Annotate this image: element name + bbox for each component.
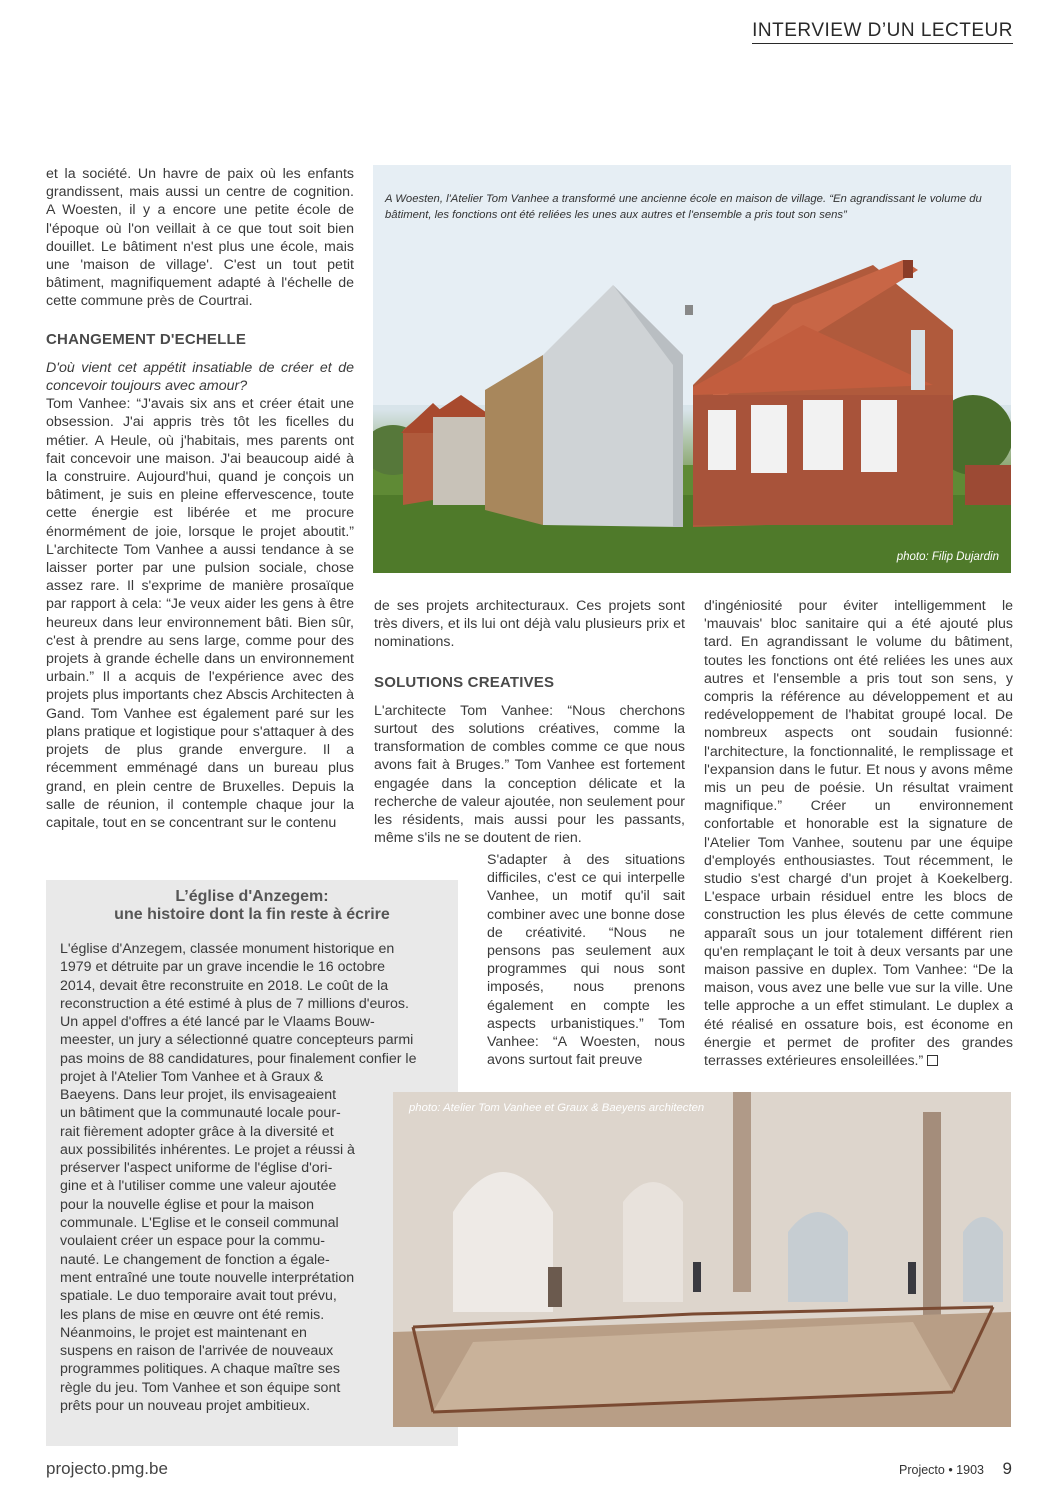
box-line: gine et à l'utiliser comme une valeur ajoutée [60, 1178, 337, 1195]
box-line: programmes politiques. A chaque maître ses [60, 1361, 340, 1378]
box-line: L'église d'Anzegem, classée monument historique en [60, 941, 395, 957]
box-line: pour la nouvelle église et pour la maison [60, 1196, 314, 1213]
box-text-narrow [60, 1086, 390, 1415]
building-illustration [373, 165, 1011, 573]
end-of-article-icon [927, 1055, 938, 1066]
box-line: 2014, devait être reconstruite en 2018. Le coût de la [60, 977, 389, 994]
col2-body-wide: L'architecte Tom Vanhee: “Nous cherchons surtout des solutions créatives, comme la transformation de combles comme ce que nous avons fait à Bruges.” Tom Vanhee est fortement engagée dans la conception délicate et la recherche de valeur ajoutée, non seulement pour les résidents, mais aussi pour les passants, même s'ils ne se doutent de rien. [374, 702, 685, 847]
photo-church-interior [393, 1092, 1011, 1427]
box-line: 1979 et détruite par un grave incendie le 16 octobre [60, 959, 385, 976]
col1-body: Tom Vanhee: “J'avais six ans et créer était une obsession. J'ai appris très tôt les ficelles du métier. A Heule, où j'habitais, mes parents ont fait concevoir une maison. J'ai beaucoup aidé à la construire. Aujourd'hui, quand je conçois un bâtiment, je suis en pleine effervescence, toute cette énergie est libérée et me procure énormément de joie, lorsque le projet aboutit.” L'architecte Tom Vanhee a aussi tendance à se laisser porter par une pulsion sociale, chose assez rare. Il s'exprime de manière prosaïque par rapport à cela: “Je veux aider les gens à être heureux dans leur environnement bâti. Bien sûr, c'est à prendre au sens large, comme pour des projets à grande échelle dans un environnement urbain.” Il a acquis de l'expérience avec des projets plus importants chez Abscis Architecten à Gand. Tom Vanhee est également paré sur les plans pratique et logistique pour s'attaquer à des projets de plus grande envergure. Il a récemment emménagé dans un bureau plus grand, en plein centre de Bruxelles. Depuis la salle de réunion, il contemple chaque jour la capitale, tout en se concentrant sur le contenu [46, 396, 354, 831]
column-2 [374, 597, 685, 847]
interview-question: D'où vient cet appétit insatiable de créer et de concevoir toujours avec amour? [46, 359, 354, 395]
box-line: les plans de mise en œuvre ont été remis. [60, 1306, 325, 1323]
box-line: projet à l'Atelier Tom Vanhee et à Graux & [60, 1069, 324, 1086]
box-line: spatiale. Le duo temporaire avait tout prévu, [60, 1288, 337, 1305]
col1-intro: et la société. Un havre de paix où les enfants grandissent, mais aussi un centre de cognition. A Woesten, il y a encore une petite école de l'époque où l'on veillait à ce que tout soit bien douillet. Le bâtiment n'est plus une école, mais une 'maison de village'. C'est un tout petit bâtiment, magnifiquement adapté à l'échelle de cette commune près de Courtrai. [46, 166, 354, 310]
box-line: ment entraîné une toute nouvelle interprétation [60, 1269, 355, 1286]
column-3 [704, 597, 1013, 1070]
box-title-line2: une histoire dont la fin reste à écrire [114, 906, 390, 923]
column-1 [46, 165, 354, 832]
col2-intro: de ses projets architecturaux. Ces projets sont très divers, et ils lui ont déjà valu plusieurs prix et nominations. [374, 598, 685, 651]
box-line: Baeyens. Dans leur projet, ils envisageaient [60, 1087, 337, 1103]
box-line: rait fièrement adopter grâce à la diversité et [60, 1123, 334, 1140]
box-line: Néanmoins, le projet est maintenant en [60, 1324, 307, 1341]
section-header: INTERVIEW D’UN LECTEUR [752, 20, 1013, 44]
box-line: règle du jeu. Tom Vanhee et son équipe sont [60, 1379, 341, 1396]
box-title [46, 888, 458, 924]
heading-changement-echelle: CHANGEMENT D'ECHELLE [46, 330, 247, 348]
box-line: un bâtiment que la communauté locale pour- [60, 1105, 341, 1122]
box-line: Un appel d'offres a été lancé par le Vlaams Bouw- [60, 1014, 375, 1031]
box-line: suspens en raison de l'arrivée de nouveaux [60, 1343, 334, 1360]
box-line: pas moins de 88 candidatures, pour finalement confier le [60, 1050, 417, 1067]
box-title-line1: L’église d'Anzegem: [175, 888, 329, 905]
page-number: 9 [1002, 1459, 1012, 1478]
church-illustration [393, 1092, 1011, 1427]
box-line: préserver l'aspect uniforme de l'église d'ori- [60, 1160, 333, 1177]
box-line: nauté. Le changement de fonction a égale- [60, 1251, 330, 1268]
box-line: communale. L'Eglise et le conseil communal [60, 1215, 339, 1232]
col2-body-narrow: S'adapter à des situations difficiles, c'est ce qui interpelle Vanhee, un motif qu'il sait combiner avec une bonne dose de créativité. “Nous ne pensons pas seulement aux programmes qui nous sont imposés, nous prenons également en compte les aspects urbanistiques.” Tom Vanhee: “A Woesten, nous avons surtout fait preuve [487, 852, 685, 1069]
box-line: reconstruction a été estimé à plus de 7 millions d'euros. [60, 995, 409, 1012]
footer-magazine-issue: Projecto • 1903 [899, 1463, 984, 1477]
photo1-credit: photo: Filip Dujardin [896, 551, 999, 563]
column-2-narrow [487, 851, 685, 1069]
box-line: meester, un jury a sélectionné quatre concepteurs parmi [60, 1032, 414, 1049]
col3-body: d'ingéniosité pour éviter intelligemment le 'mauvais' bloc sanitaire qui a été ajouté plus tard. En agrandissant le volume du bâtiment, toutes les fonctions ont été reliées les unes aux autres et l'ensemble a pris tout son sens, y compris la référence au développement et au redéveloppement de l'habitat groupé local. De nombreux aspects ont soudain fusionné: l'architecture, la fonctionnalité, le remplissage et l'expansion dans le futur. Et nous y avons même mis un peu de poésie. Un résultat vraiment magnifique.” Créer un environnement confortable et honorable est la signature de l'Atelier Tom Vanhee, soutenu par une équipe d'employés enthousiastes. Tout récemment, le studio s'est chargé d'un projet à Koekelberg. L'espace urbain résiduel entre les blocs de construction les plus élevés de cette commune apparaît sous un jour totalement différent rien qu'en remplaçant le toit à deux versants par une maison passive en duplex. Tom Vanhee: “De la maison, vous avez une belle vue sur la ville. Une telle approche a un effet stimulant. Le duplex a été réalisé en ossature bois, est économe en énergie et permet de profiter des grandes terrasses extérieures ensoleillées.” [704, 598, 1013, 1070]
footer-website[interactable]: projecto.pmg.be [46, 1459, 168, 1478]
box-line: aux possibilités inhérentes. Le projet a réussi à [60, 1141, 355, 1158]
photo2-credit: photo: Atelier Tom Vanhee et Graux & Baeyens architecten [409, 1102, 705, 1114]
heading-solutions-creatives: SOLUTIONS CREATIVES [374, 673, 555, 691]
box-line: voulaient créer un espace pour la commu- [60, 1233, 325, 1250]
box-text-wide [60, 940, 452, 1086]
box-line: prêts pour un nouveau projet ambitieux. [60, 1398, 311, 1415]
photo-woesten-building [373, 165, 1011, 573]
photo1-caption: A Woesten, l'Atelier Tom Vanhee a transformé une ancienne école en maison de village. “En agrandissant le volume du bâtiment, les fonctions ont été reliées les unes aux autres et l'ensemble a pris tout son sens” [385, 193, 982, 221]
